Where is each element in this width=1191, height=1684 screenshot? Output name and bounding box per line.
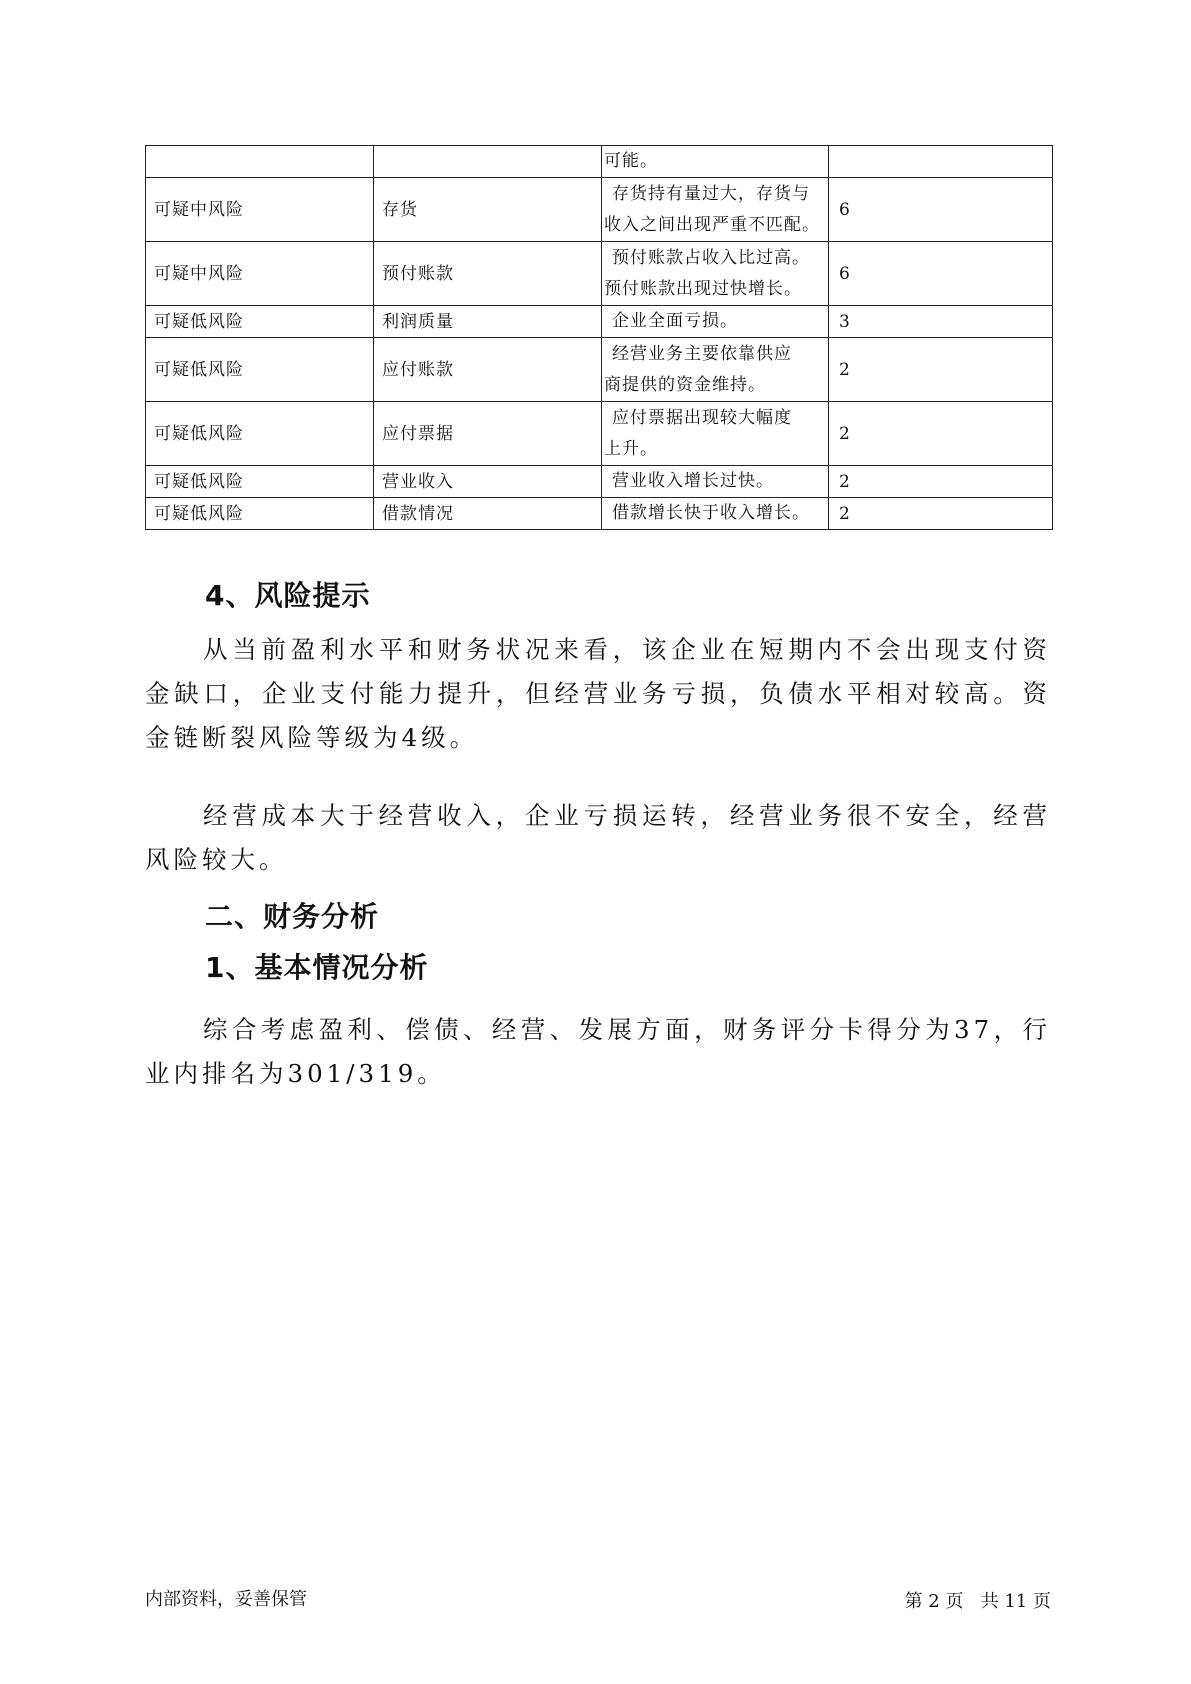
risk-score-cell: 2 xyxy=(829,498,1053,530)
risk-item-cell: 存货 xyxy=(374,178,602,242)
risk-level-cell: 可疑低风险 xyxy=(146,338,374,402)
table-row xyxy=(146,338,1053,402)
footer-confidential-note: 内部资料，妥善保管 xyxy=(145,1589,307,1610)
risk-description-cell: 企业全面亏损。 xyxy=(602,306,829,338)
risk-item-cell: 应付账款 xyxy=(374,338,602,402)
risk-item-cell xyxy=(374,146,602,178)
risk-item-cell: 营业收入 xyxy=(374,466,602,498)
risk-description-cell: 经营业务主要依靠供应 商提供的资金维持。 xyxy=(602,338,829,402)
risk-item-cell: 借款情况 xyxy=(374,498,602,530)
risk-paragraph-2: 经营成本大于经营收入，企业亏损运转，经营业务很不安全，经营风险较大。 xyxy=(145,801,1051,874)
risk-score-cell: 2 xyxy=(829,466,1053,498)
risk-description-cell: 借款增长快于收入增长。 xyxy=(602,498,829,530)
risk-item-cell: 利润质量 xyxy=(374,306,602,338)
risk-level-cell: 可疑中风险 xyxy=(146,178,374,242)
risk-score-cell: 6 xyxy=(829,242,1053,306)
risk-level-cell xyxy=(146,146,374,178)
table-row xyxy=(146,242,1053,306)
risk-level-cell: 可疑低风险 xyxy=(146,498,374,530)
table-row xyxy=(146,306,1053,338)
risk-description-cell: 可能。 xyxy=(602,146,829,178)
risk-level-cell: 可疑低风险 xyxy=(146,306,374,338)
risk-level-cell: 可疑低风险 xyxy=(146,402,374,466)
risk-description-cell: 预付账款占收入比过高。 预付账款出现过快增长。 xyxy=(602,242,829,306)
table-row xyxy=(146,466,1053,498)
risk-description-cell: 应付票据出现较大幅度 上升。 xyxy=(602,402,829,466)
risk-level-cell: 可疑低风险 xyxy=(146,466,374,498)
risk-description-cell: 存货持有量过大，存货与 收入之间出现严重不匹配。 xyxy=(602,178,829,242)
risk-description-cell: 营业收入增长过快。 xyxy=(602,466,829,498)
table-row xyxy=(146,498,1053,530)
risk-score-cell: 6 xyxy=(829,178,1053,242)
risk-score-cell xyxy=(829,146,1053,178)
table-row xyxy=(146,402,1053,466)
subheading-basic-analysis: 1、基本情况分析 xyxy=(205,951,429,984)
risk-score-cell: 3 xyxy=(829,306,1053,338)
section-heading-finance: 二、财务分析 xyxy=(205,900,380,933)
table-row xyxy=(146,178,1053,242)
risk-table xyxy=(145,145,1053,530)
risk-score-cell: 2 xyxy=(829,338,1053,402)
risk-item-cell: 应付票据 xyxy=(374,402,602,466)
footer-page-number: 第 2 页 共 11 页 xyxy=(904,1591,1051,1612)
risk-paragraph-1: 从当前盈利水平和财务状况来看，该企业在短期内不会出现支付资金缺口，企业支付能力提升，但经营业务亏损，负债水平相对较高。资金链断裂风险等级为4级。 xyxy=(145,635,1051,752)
risk-item-cell: 预付账款 xyxy=(374,242,602,306)
table-row xyxy=(146,146,1053,178)
risk-score-cell: 2 xyxy=(829,402,1053,466)
risk-level-cell: 可疑中风险 xyxy=(146,242,374,306)
section-heading-risk: 4、风险提示 xyxy=(205,579,371,612)
finance-paragraph: 综合考虑盈利、偿债、经营、发展方面，财务评分卡得分为37，行业内排名为301/319。 xyxy=(145,1015,1051,1088)
